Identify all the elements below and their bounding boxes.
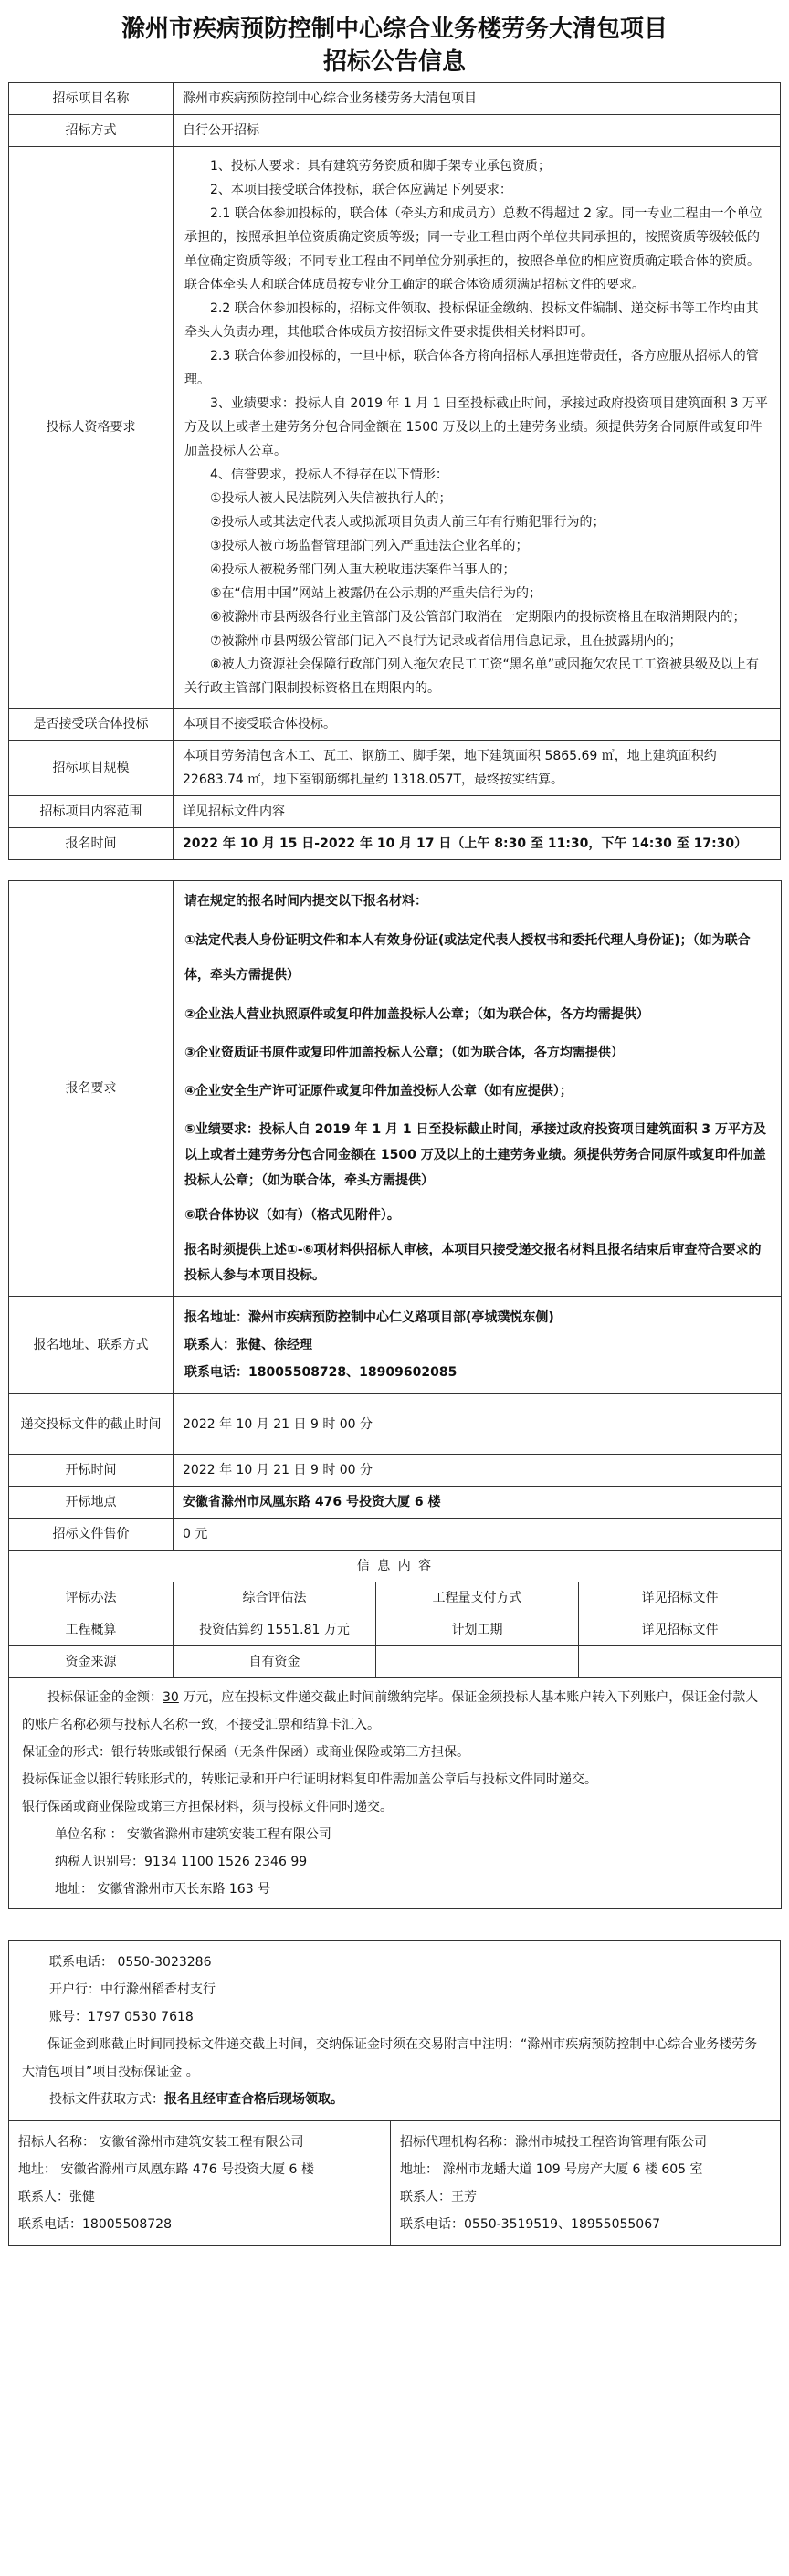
table-row xyxy=(9,2121,781,2246)
qual-line: 2.2 联合体参加投标的，招标文件领取、投标保证金缴纳、投标文件编制、递交标书等工作均由其牵头人负责办理，其他联合体成员方按招标文件要求提供相关材料即可。 xyxy=(184,301,759,340)
payment-value: 详见招标文件 xyxy=(579,1582,782,1614)
qual-line: 2、本项目接受联合体投标，联合体应满足下列要求： xyxy=(210,183,512,197)
qual-line: ⑧被人力资源社会保障行政部门列入拖欠农民工工资“黑名单”或因拖欠农民工工资被县级及以上有关行政主管部门限制投标资格且在期限内的。 xyxy=(184,657,760,696)
deposit-amount-label: 投标保证金的金额： xyxy=(47,1690,163,1705)
deposit-transfer: 投标保证金以银行转账形式的，转账记录和开户行证明材料复印件需加盖公章后与投标文件同时递交。 xyxy=(22,1772,597,1787)
budget-label: 工程概算 xyxy=(9,1614,174,1646)
contact-phone: 联系电话：18005508728、18909602085 xyxy=(184,1365,458,1380)
qualification-value xyxy=(174,147,781,709)
tenderer-phone: 联系电话：18005508728 xyxy=(18,2217,172,2232)
deposit-tax-id: 纳税人识别号：9134 1100 1526 2346 99 xyxy=(55,1855,308,1869)
deposit-amount xyxy=(22,1684,768,1739)
schedule-label: 计划工期 xyxy=(376,1614,579,1646)
scope-label: 招标项目内容范围 xyxy=(9,796,174,828)
qual-line: 1、投标人要求：具有建筑劳务资质和脚手架专业承包资质； xyxy=(210,159,551,173)
qual-line: ②投标人或其法定代表人或拟派项目负责人前三年有行贿犯罪行为的； xyxy=(210,515,605,530)
agency-address: 地址： 滁州市龙蟠大道 109 号房产大厦 6 楼 605 室 xyxy=(400,2162,703,2177)
deadline-label: 递交投标文件的截止时间 xyxy=(9,1394,174,1455)
deposit-form: 保证金的形式：银行转账或银行保函（无条件保函）或商业保险或第三方担保。 xyxy=(22,1745,469,1760)
title-line-2: 招标公告信息 xyxy=(322,48,466,76)
scale-value: 本项目劳务清包含木工、瓦工、钢筋工、脚手架，地下建筑面积 5865.69 ㎡，地上建筑面积约 22683.74 ㎡，地下室钢筋绑扎量约 1318.057T，最终按实结算。 xyxy=(174,741,781,796)
table-row xyxy=(9,1297,782,1394)
requirement-item: ⑥联合体协议（如有）（格式见附件）。 xyxy=(184,1208,400,1223)
table-row xyxy=(9,83,781,115)
bank-note: 保证金到账截止时间同投标文件递交截止时间，交纳保证金时须在交易附言中注明：“滁州市疾病预防控制中心综合业务楼劳务大清包项目”项目投标保证金 。 xyxy=(22,2037,758,2079)
bank-section xyxy=(9,1941,781,2121)
empty-cell xyxy=(579,1646,782,1678)
qual-line: ④投标人被税务部门列入重大税收违法案件当事人的； xyxy=(210,563,516,577)
qual-line: 2.1 联合体参加投标的，联合体（牵头方和成员方）总数不得超过 2 家。同一专业工程由一个单位承担的，按照承担单位资质确定资质等级；同一专业工程由两个单位共同承担的，按照资质等级较低的单位确定资质等级；不同专业工程由不同单位分别承担的，按照各单位的相应资质确定联合体的资质。联合体牵头人和联合体成员按专业分工确定的联合体资质须满足招标文件的要求。 xyxy=(184,206,763,292)
price-label: 招标文件售价 xyxy=(9,1519,174,1551)
bank-table xyxy=(8,1940,781,2121)
registration-table xyxy=(8,880,782,1909)
table-row xyxy=(9,796,781,828)
table-row xyxy=(9,1582,782,1614)
qual-line: ⑦被滁州市县两级公管部门记入不良行为记录或者信用信息记录，且在披露期内的； xyxy=(210,634,682,648)
contact-address: 报名地址：滁州市疾病预防控制中心仁义路项目部(亭城璞悦东侧) xyxy=(184,1310,554,1325)
requirements-label: 报名要求 xyxy=(9,881,174,1297)
eval-value: 综合评估法 xyxy=(174,1582,376,1614)
table-row xyxy=(9,1487,782,1519)
deadline-value: 2022 年 10 月 21 日 9 时 00 分 xyxy=(174,1394,782,1455)
deposit-address: 地址： 安徽省滁州市天长东路 163 号 xyxy=(55,1882,271,1897)
contact-person: 联系人：张健、徐经理 xyxy=(184,1338,312,1352)
table-row xyxy=(9,147,781,709)
table-row xyxy=(9,1941,781,2121)
agency-phone: 联系电话：0550-3519519、18955055067 xyxy=(400,2217,661,2232)
table-row xyxy=(9,881,782,1297)
tender-info-table xyxy=(8,82,781,860)
agency-contact: 联系人：王芳 xyxy=(400,2190,477,2204)
contact-label: 报名地址、联系方式 xyxy=(9,1297,174,1394)
deposit-amount-text: 万元，应在投标文件递交截止时间前缴纳完毕。保证金须投标人基本账户转入下列账户，保证金付款人的账户名称必须与投标人名称一致，不接受汇票和结算卡汇入。 xyxy=(22,1690,759,1732)
info-header: 信 息 内 容 xyxy=(9,1551,782,1582)
project-name-label: 招标项目名称 xyxy=(9,83,174,115)
requirement-item: ④企业安全生产许可证原件或复印件加盖投标人公章（如有应提供）； xyxy=(184,1084,573,1099)
requirement-item: ②企业法人营业执照原件或复印件加盖投标人公章；（如为联合体，各方均需提供） xyxy=(184,1007,649,1022)
schedule-value: 详见招标文件 xyxy=(579,1614,782,1646)
parties-table xyxy=(8,2120,781,2246)
project-name-value: 滁州市疾病预防控制中心综合业务楼劳务大清包项目 xyxy=(174,83,781,115)
deposit-unit: 单位名称 ： 安徽省滁州市建筑安装工程有限公司 xyxy=(55,1827,331,1842)
method-value: 自行公开招标 xyxy=(174,115,781,147)
qual-line: ①投标人被人民法院列入失信被执行人的； xyxy=(210,491,452,506)
table-row xyxy=(9,1646,782,1678)
requirements-value xyxy=(174,881,782,1297)
scale-label: 招标项目规模 xyxy=(9,741,174,796)
open-place-label: 开标地点 xyxy=(9,1487,174,1519)
qual-line: ③投标人被市场监督管理部门列入严重违法企业名单的； xyxy=(210,539,529,553)
qualification-label: 投标人资格要求 xyxy=(9,147,174,709)
tenderer-name: 招标人名称： 安徽省滁州市建筑安装工程有限公司 xyxy=(18,2135,304,2150)
eval-label: 评标办法 xyxy=(9,1582,174,1614)
table-row xyxy=(9,828,781,860)
table-row xyxy=(9,1614,782,1646)
scope-value: 详见招标文件内容 xyxy=(174,796,781,828)
fetch-method-label: 投标文件获取方式： xyxy=(49,2092,164,2107)
table-row xyxy=(9,1519,782,1551)
table-row xyxy=(9,1678,782,1909)
agency-info xyxy=(391,2121,781,2246)
page-title xyxy=(0,0,789,79)
method-label: 招标方式 xyxy=(9,115,174,147)
table-row xyxy=(9,1455,782,1487)
open-place-value: 安徽省滁州市凤凰东路 476 号投资大厦 6 楼 xyxy=(174,1487,782,1519)
qual-line: ⑥被滁州市县两级各行业主管部门及公管部门取消在一定期限内的投标资格且在取消期限内的； xyxy=(210,610,746,625)
title-line-1: 滁州市疾病预防控制中心综合业务楼劳务大清包项目 xyxy=(121,16,668,43)
bank-account: 账号：1797 0530 7618 xyxy=(49,2010,194,2024)
tenderer-contact: 联系人：张健 xyxy=(18,2190,95,2204)
agency-name: 招标代理机构名称：滁州市城投工程咨询管理有限公司 xyxy=(400,2135,707,2150)
requirements-intro: 请在规定的报名时间内提交以下报名材料： xyxy=(184,894,427,909)
fetch-method xyxy=(49,2086,765,2113)
funding-label: 资金来源 xyxy=(9,1646,174,1678)
payment-label: 工程量支付方式 xyxy=(376,1582,579,1614)
qual-line: 2.3 联合体参加投标的，一旦中标，联合体各方将向招标人承担连带责任，各方应服从招标人的管理。 xyxy=(184,349,759,387)
requirement-item: ①法定代表人身份证明文件和本人有效身份证(或法定代表人授权书和委托代理人身份证)；（如为联合体，牵头方需提供） xyxy=(184,933,751,983)
table-row xyxy=(9,115,781,147)
open-time-value: 2022 年 10 月 21 日 9 时 00 分 xyxy=(174,1455,782,1487)
requirement-item: ③企业资质证书原件或复印件加盖投标人公章；（如为联合体，各方均需提供） xyxy=(184,1046,624,1060)
empty-cell xyxy=(376,1646,579,1678)
deposit-section xyxy=(9,1678,782,1909)
qual-line: ⑤在“信用中国”网站上被露仍在公示期的严重失信行为的； xyxy=(210,586,542,601)
table-row xyxy=(9,1394,782,1455)
deposit-amount-value: 30 xyxy=(163,1690,179,1705)
qual-line: 3、业绩要求：投标人自 2019 年 1 月 1 日至投标截止时间，承接过政府投资项目建筑面积 3 万平方及以上或者土建劳务分包合同金额在 1500 万及以上的土建劳务业绩。须提供劳务合同原件或复印件加盖投标人公章。 xyxy=(184,396,768,458)
table-row xyxy=(9,741,781,796)
registration-time-value: 2022 年 10 月 15 日-2022 年 10 月 17 日（上午 8:30 至 11:30，下午 14:30 至 17:30） xyxy=(174,828,781,860)
requirement-item: 报名时须提供上述①-⑥项材料供招标人审核，本项目只接受递交报名材料且报名结束后审查符合要求的投标人参与本项目投标。 xyxy=(184,1243,762,1283)
consortium-value: 本项目不接受联合体投标。 xyxy=(174,709,781,741)
fetch-method-value: 报名且经审查合格后现场领取。 xyxy=(164,2092,343,2107)
bank-phone: 联系电话： 0550-3023286 xyxy=(49,1955,212,1970)
tenderer-info xyxy=(9,2121,391,2246)
tenderer-address: 地址： 安徽省滁州市凤凰东路 476 号投资大厦 6 楼 xyxy=(18,2162,314,2177)
funding-value: 自有资金 xyxy=(174,1646,376,1678)
table-row xyxy=(9,709,781,741)
contact-value xyxy=(174,1297,782,1394)
registration-time-label: 报名时间 xyxy=(9,828,174,860)
qual-line: 4、信誉要求，投标人不得存在以下情形： xyxy=(210,468,448,482)
bank-name: 开户行：中行滁州稻香村支行 xyxy=(49,1982,216,1997)
table-row xyxy=(9,1551,782,1582)
requirement-item: ⑤业绩要求：投标人自 2019 年 1 月 1 日至投标截止时间，承接过政府投资项目建筑面积 3 万平方及以上或者土建劳务分包合同金额在 1500 万及以上的土建劳务业绩。须提供劳务合同原件或复印件加盖投标人公章；（如为联合体，牵头方需提供） xyxy=(184,1122,767,1188)
budget-value: 投资估算约 1551.81 万元 xyxy=(174,1614,376,1646)
consortium-label: 是否接受联合体投标 xyxy=(9,709,174,741)
deposit-guarantee: 银行保函或商业保险或第三方担保材料，须与投标文件同时递交。 xyxy=(22,1800,393,1814)
open-time-label: 开标时间 xyxy=(9,1455,174,1487)
price-value: 0 元 xyxy=(174,1519,782,1551)
